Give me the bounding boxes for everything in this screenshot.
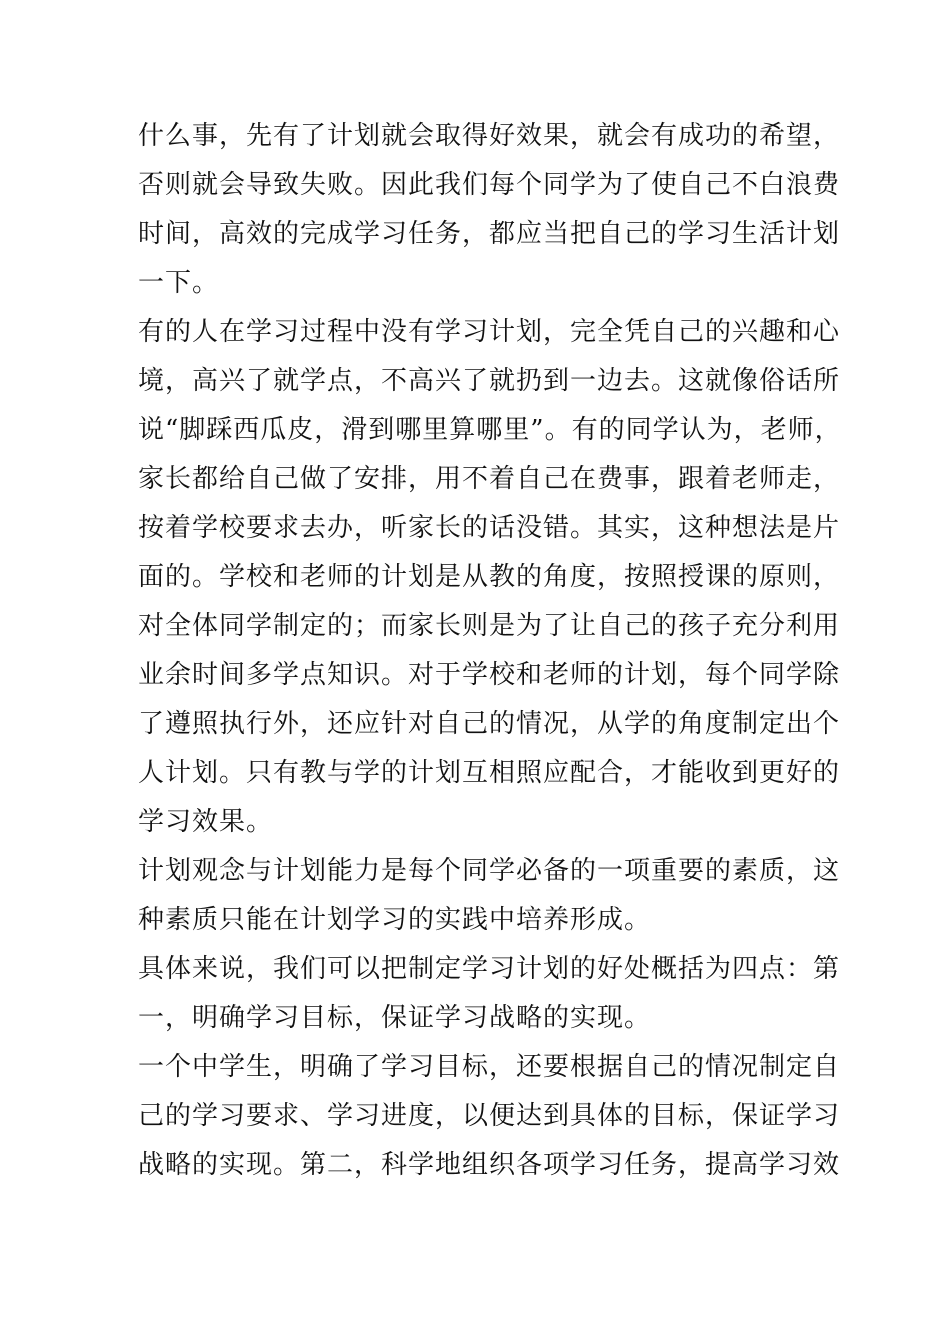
text-line: 一下。 (138, 268, 220, 298)
text-line: 业余时间多学点知识。对于学校和老师的计划，每个同学除 (138, 660, 841, 690)
text-line: 己的学习要求、学习进度，以便达到具体的目标，保证学习 (138, 1101, 841, 1131)
text-line: 按着学校要求去办，听家长的话没错。其实，这种想法是片 (138, 513, 841, 543)
text-line: 家长都给自己做了安排，用不着自己在费事，跟着老师走， (138, 464, 841, 494)
text-line: 战略的实现。第二，科学地组织各项学习任务，提高学习效 (138, 1150, 841, 1180)
text-line: 否则就会导致失败。因此我们每个同学为了使自己不白浪费 (138, 170, 841, 200)
text-line: 一个中学生，明确了学习目标，还要根据自己的情况制定自 (138, 1052, 841, 1082)
text-line: 有的人在学习过程中没有学习计划，完全凭自己的兴趣和心 (138, 317, 841, 347)
text-line: 计划观念与计划能力是每个同学必备的一项重要的素质，这 (138, 856, 841, 886)
text-line: 什么事，先有了计划就会取得好效果，就会有成功的希望， (138, 121, 841, 151)
text-line: 境，高兴了就学点，不高兴了就扔到一边去。这就像俗话所 (138, 366, 841, 396)
body-text (138, 112, 842, 1190)
text-line: 种素质只能在计划学习的实践中培养形成。 (138, 905, 652, 935)
text-line: 了遵照执行外，还应针对自己的情况，从学的角度制定出个 (138, 709, 841, 739)
text-line: 时间，高效的完成学习任务，都应当把自己的学习生活计划 (138, 219, 841, 249)
text-line: 学习效果。 (138, 807, 274, 837)
text-line: 对全体同学制定的；而家长则是为了让自己的孩子充分利用 (138, 611, 841, 641)
text-line: 一，明确学习目标，保证学习战略的实现。 (138, 1003, 652, 1033)
text-line: 面的。学校和老师的计划是从教的角度，按照授课的原则， (138, 562, 841, 592)
text-line: 具体来说，我们可以把制定学习计划的好处概括为四点：第 (138, 954, 841, 984)
text-line: 说“脚踩西瓜皮，滑到哪里算哪里”。有的同学认为，老师， (138, 415, 842, 445)
text-line: 人计划。只有教与学的计划互相照应配合，才能收到更好的 (138, 758, 841, 788)
